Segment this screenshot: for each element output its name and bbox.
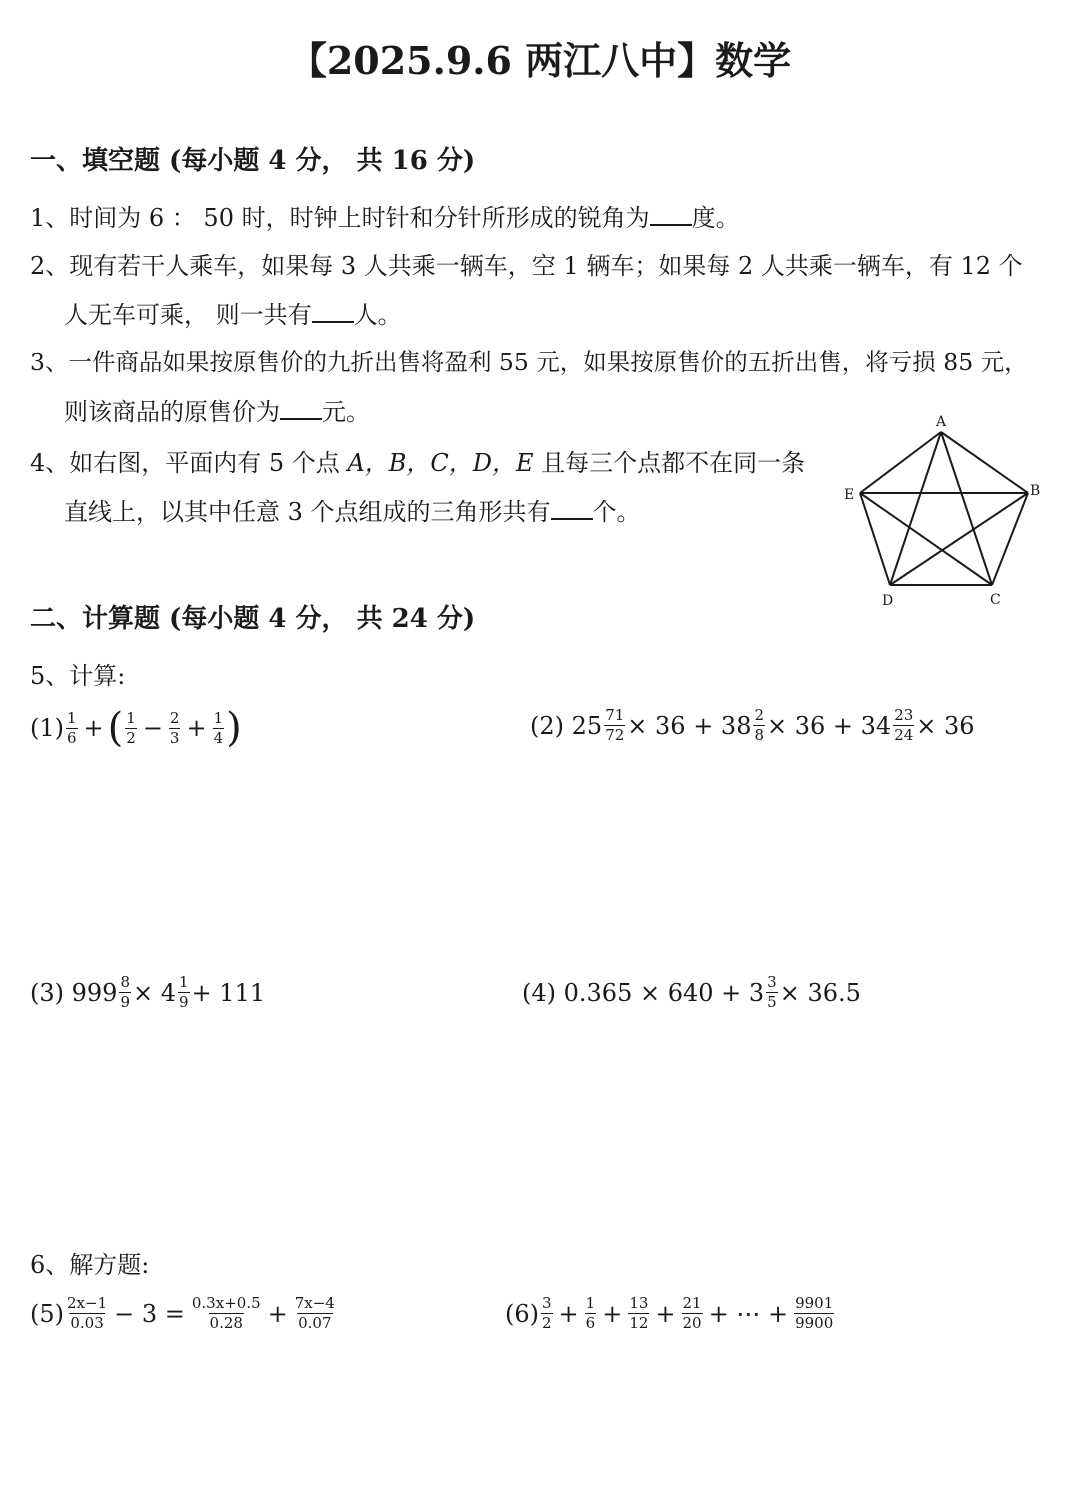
problem-label: (4) [522,978,556,1007]
question-2-line2 [64,295,402,330]
answer-blank[interactable] [650,204,692,226]
expression-text: × 36.5 [779,978,861,1007]
label-E: E [844,487,855,503]
question-6-label: 6、解方题: [30,1251,150,1279]
diagonal-CE [860,493,992,585]
problem-label: (6) [505,1299,539,1328]
fraction: $\frac{1}{2}$ [126,708,136,747]
fraction: $\frac{9901}{9900}$ [795,1294,834,1332]
problem-label: (5) [30,1299,64,1328]
whole-number: 999 [71,978,118,1007]
fraction: $\frac{2}{8}$ [754,706,765,744]
problem-6: (6) $\frac{3}{2}$ + $\frac{1}{6}$ + $\frac{13}{12}$ + $\frac{21}{20}$ + ⋯ + $\frac{9901}{9900}$ [505,1294,834,1332]
question-1 [30,198,740,233]
page-title: 【2025.9.6 两江八中】数学 [288,38,792,83]
fraction: $\frac{2}{3}$ [169,708,180,747]
expression-text: × 36 + 34 [767,711,892,740]
expression-text: + [267,1299,288,1328]
q4-points: A，B，C，D，E [347,449,534,477]
question-3-line1: 3、一件商品如果按原售价的九折出售将盈利 55 元，如果按原售价的五折出售，将亏损 85 元， [30,348,1028,376]
expression-text: − 3 = [114,1299,185,1328]
problem-label: (3) [30,978,64,1007]
question-2-line1: 2、现有若干人乘车，如果每 3 人共乘一辆车，空 1 辆车；如果每 2 人共乘一辆车，有 12 个 [30,252,1023,280]
problem-2 [530,708,975,743]
whole-number: 25 [571,711,603,740]
fraction: $\frac{13}{12}$ [629,1294,649,1332]
q4-text: 直线上，以其中任意 3 个点组成的三角形共有 [64,498,551,526]
q1-suffix: 度。 [691,204,740,232]
fraction: $\frac{3}{2}$ [542,1294,552,1332]
fraction: $\frac{71}{72}$ [605,706,625,744]
problem-3 [30,975,265,1010]
fraction: $\frac{23}{24}$ [894,706,914,744]
diagonal-BD [890,493,1028,585]
fraction: $\frac{8}{9}$ [120,973,130,1011]
answer-blank[interactable] [551,498,593,520]
edge-AB [941,432,1028,493]
question-3-line2 [64,392,370,427]
question-4-line2 [64,492,641,527]
fraction: $\frac{3}{5}$ [767,973,777,1011]
expression-text: × 36 + 38 [627,711,752,740]
edge-DE [860,493,890,585]
q1-text: 1、时间为 6 ： 50 时，时钟上时针和分针所形成的锐角为 [30,204,650,232]
section2-heading: 二、计算题 (每小题 4 分， 共 24 分) [30,604,476,634]
question-4-line1 [30,443,805,478]
expression-text: × 36 [916,711,975,740]
fraction: $\frac{1}{4}$ [213,708,224,747]
fraction: $\frac{1}{9}$ [179,973,189,1011]
expression-text: × 4 [133,978,177,1007]
q4-text-b: 且每三个点都不在同一条 [533,449,806,477]
answer-blank[interactable] [280,398,322,420]
expression-text: 0.365 × 640 + 3 [563,978,765,1007]
section1-heading: 一、填空题 (每小题 4 分， 共 16 分) [30,146,476,176]
q2-text: 人无车可乘， 则一共有 [64,301,312,329]
problem-5 [30,1296,338,1331]
answer-blank[interactable] [312,301,354,323]
label-A: A [936,414,947,430]
question-5-label: 5、计算: [30,662,126,690]
expression-text: + 111 [191,978,266,1007]
problem-label: (1) [30,714,64,742]
q4-text-a: 4、如右图，平面内有 5 个点 [30,449,348,477]
fraction: $\frac{2x-1}{0.03}$ [67,1294,108,1332]
fraction: $\frac{1}{6}$ [67,708,77,747]
edge-BC [992,493,1028,585]
pentagon-lines [860,432,1028,585]
q4-suffix: 个。 [592,498,641,526]
fraction: $\frac{1}{6}$ [585,1294,596,1332]
diagonal-AC [941,432,992,585]
edge-EA [860,432,941,493]
expression-text: + ⋯ + [708,1299,789,1328]
fraction: $\frac{0.3x+0.5}{0.28}$ [191,1294,261,1332]
pentagon-figure [830,405,1050,610]
label-D: D [882,593,894,609]
problem-1: (1) $\frac{1}{6}$ + ( $\frac{1}{2}$ − $\frac{2}{3}$ + $\frac{1}{4}$ ) [30,705,242,751]
fraction: $\frac{21}{20}$ [682,1294,702,1332]
label-B: B [1030,483,1041,499]
q2-suffix: 人。 [353,301,402,329]
problem-label: (2) [530,711,564,740]
fraction: $\frac{7x-4}{0.07}$ [294,1294,335,1332]
problem-4 [522,975,861,1010]
q3-suffix: 元。 [322,398,370,426]
label-C: C [990,592,1001,608]
q3-text: 则该商品的原售价为 [64,398,280,426]
diagonal-AD [890,432,941,585]
